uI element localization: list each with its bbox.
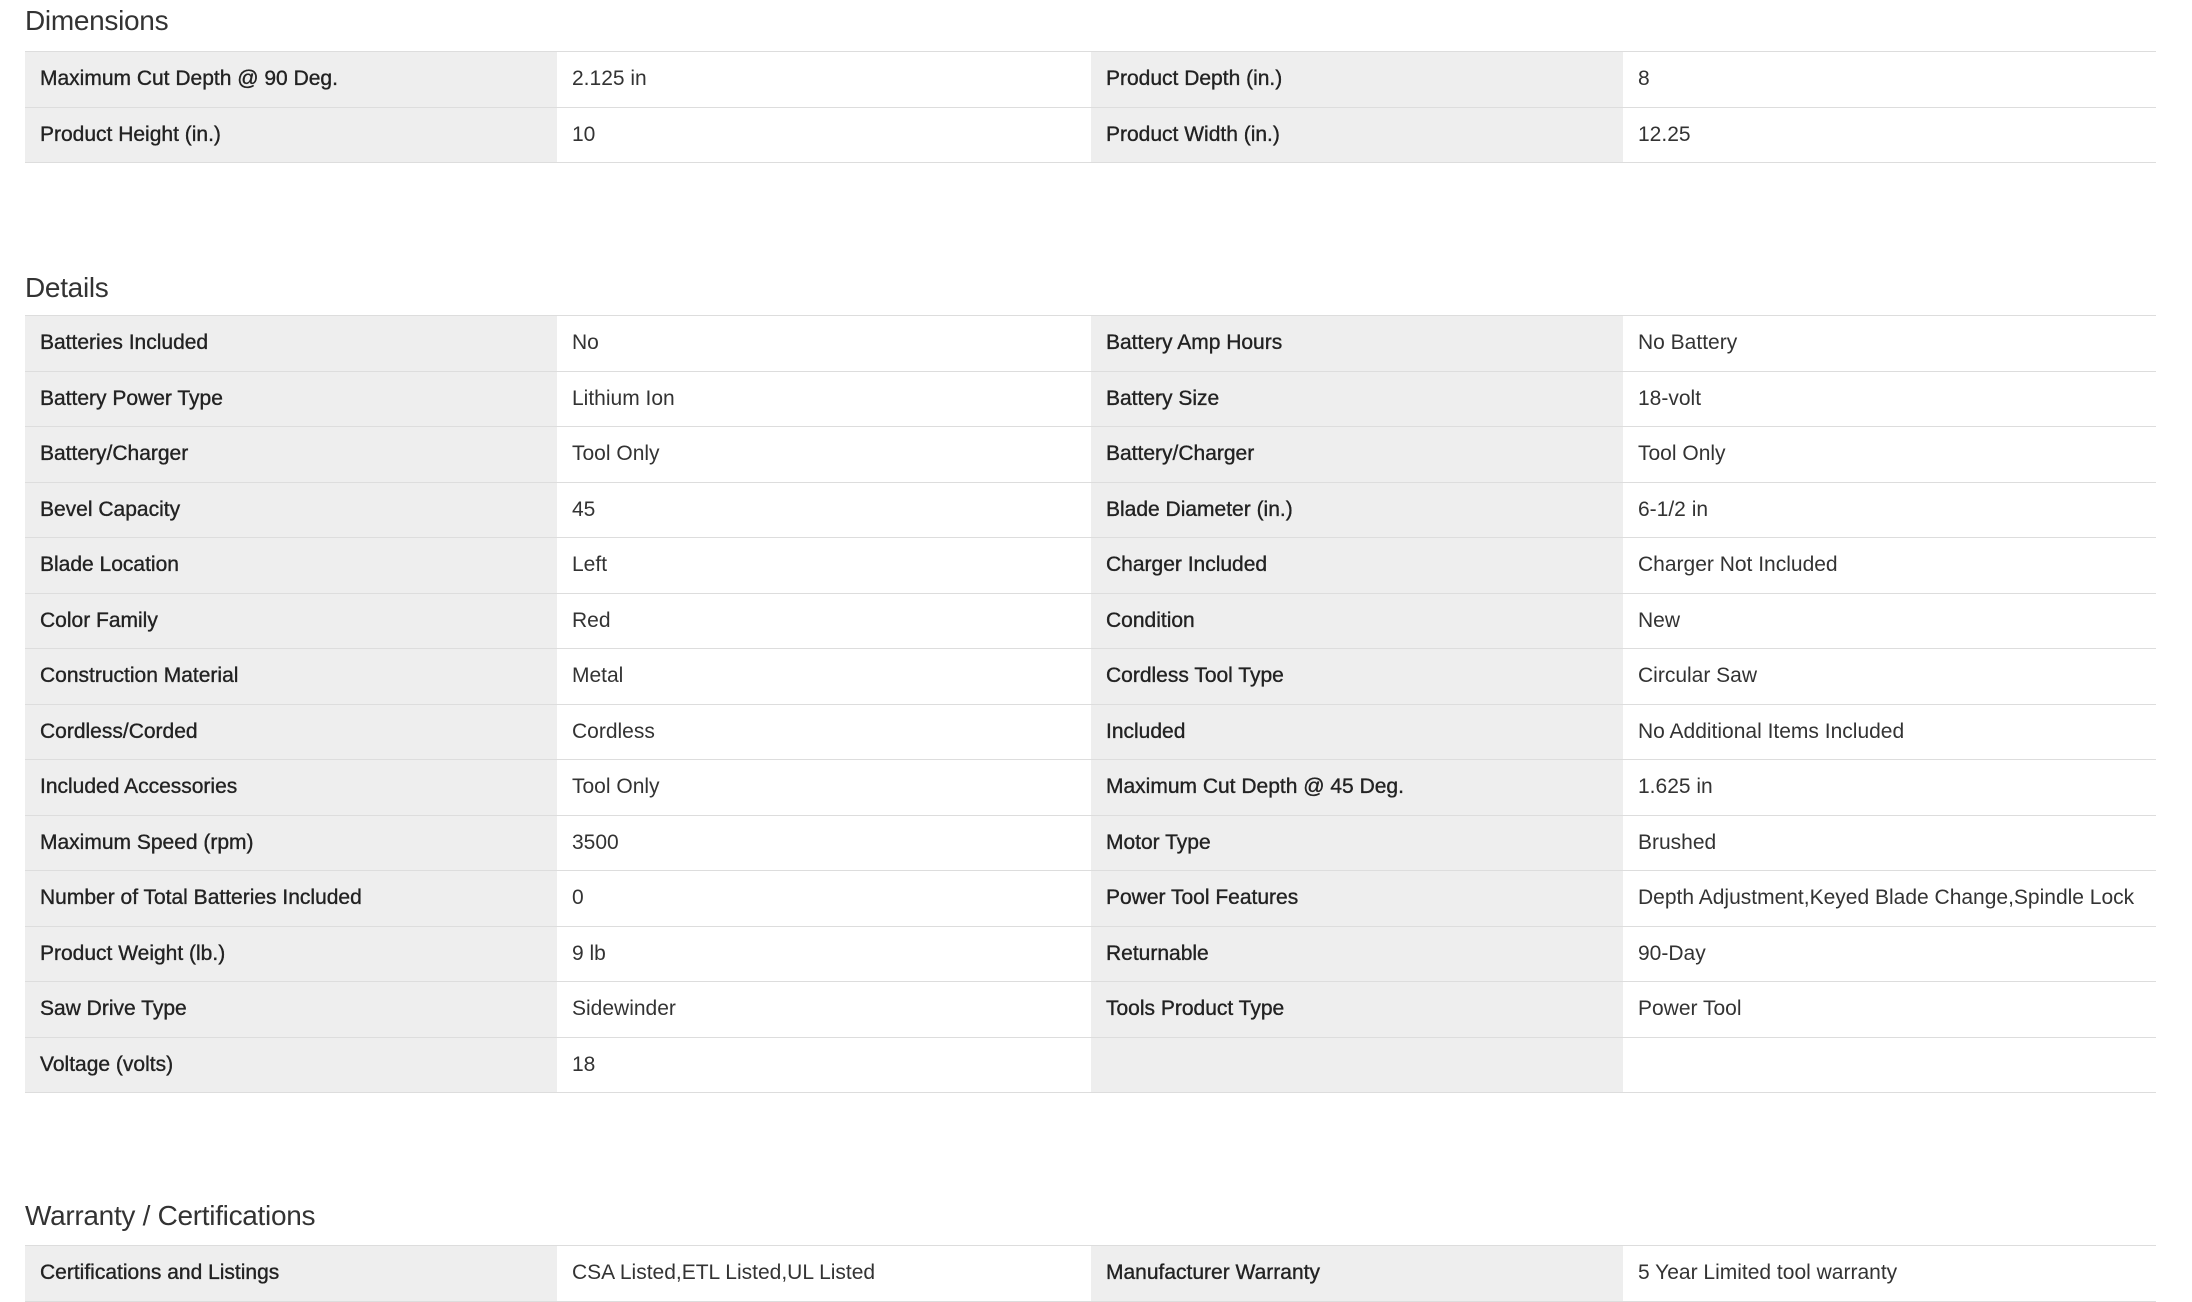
spec-value: Metal bbox=[557, 649, 1091, 705]
section-spacer bbox=[25, 163, 2156, 266]
section-title: Warranty / Certifications bbox=[25, 1200, 316, 1231]
spec-value: No Battery bbox=[1623, 316, 2156, 372]
dimensions-section bbox=[25, 0, 2156, 163]
spec-label: Blade Location bbox=[25, 538, 557, 594]
spec-row bbox=[25, 760, 2156, 816]
spec-value: Circular Saw bbox=[1623, 649, 2156, 705]
spec-label: Included Accessories bbox=[25, 760, 557, 816]
spec-value: Tool Only bbox=[557, 427, 1091, 483]
spec-label: Maximum Cut Depth @ 45 Deg. bbox=[1091, 760, 1623, 816]
spec-value: Lithium Ion bbox=[557, 371, 1091, 427]
spec-value: 12.25 bbox=[1623, 107, 2156, 163]
spec-label: Battery Amp Hours bbox=[1091, 316, 1623, 372]
spec-row bbox=[25, 815, 2156, 871]
spec-label: Tools Product Type bbox=[1091, 982, 1623, 1038]
spec-label: Motor Type bbox=[1091, 815, 1623, 871]
section-title: Details bbox=[25, 272, 109, 303]
spec-value: Left bbox=[557, 538, 1091, 594]
spec-value: 18 bbox=[557, 1037, 1091, 1093]
spec-value: No bbox=[557, 316, 1091, 372]
spec-value: 6-1/2 in bbox=[1623, 482, 2156, 538]
spec-value: 2.125 in bbox=[557, 52, 1091, 108]
spec-value: New bbox=[1623, 593, 2156, 649]
spec-label: Battery Power Type bbox=[25, 371, 557, 427]
spec-label: Product Height (in.) bbox=[25, 107, 557, 163]
spec-value: 10 bbox=[557, 107, 1091, 163]
spec-value: 3500 bbox=[557, 815, 1091, 871]
section-title: Dimensions bbox=[25, 5, 169, 36]
spec-row bbox=[25, 704, 2156, 760]
spec-row bbox=[25, 871, 2156, 927]
spec-label: Bevel Capacity bbox=[25, 482, 557, 538]
section-spacer bbox=[25, 1093, 2156, 1194]
spec-value: 18-volt bbox=[1623, 371, 2156, 427]
spec-label: Product Weight (lb.) bbox=[25, 926, 557, 982]
spec-label: Certifications and Listings bbox=[25, 1246, 557, 1302]
spec-label: Returnable bbox=[1091, 926, 1623, 982]
spec-label: Cordless/Corded bbox=[25, 704, 557, 760]
spec-label: Construction Material bbox=[25, 649, 557, 705]
spec-value: 9 lb bbox=[557, 926, 1091, 982]
spec-label: Battery Size bbox=[1091, 371, 1623, 427]
spec-row bbox=[25, 316, 2156, 372]
spec-value: Charger Not Included bbox=[1623, 538, 2156, 594]
dimensions-table bbox=[25, 51, 2156, 163]
spec-value: Brushed bbox=[1623, 815, 2156, 871]
spec-row bbox=[25, 649, 2156, 705]
spec-value: 5 Year Limited tool warranty bbox=[1623, 1246, 2156, 1302]
warranty-section bbox=[25, 1194, 2156, 1302]
spec-value: 0 bbox=[557, 871, 1091, 927]
spec-row bbox=[25, 926, 2156, 982]
spec-value: Cordless bbox=[557, 704, 1091, 760]
spec-label: Battery/Charger bbox=[1091, 427, 1623, 483]
spec-row bbox=[25, 107, 2156, 163]
spec-row bbox=[25, 1037, 2156, 1093]
spec-label: Batteries Included bbox=[25, 316, 557, 372]
spec-value: Power Tool bbox=[1623, 982, 2156, 1038]
spec-row bbox=[25, 482, 2156, 538]
spec-value: Depth Adjustment,Keyed Blade Change,Spindle Lock bbox=[1623, 871, 2156, 927]
spec-label: Charger Included bbox=[1091, 538, 1623, 594]
spec-label: Color Family bbox=[25, 593, 557, 649]
spec-row bbox=[25, 52, 2156, 108]
spec-value: 8 bbox=[1623, 52, 2156, 108]
spec-label: Voltage (volts) bbox=[25, 1037, 557, 1093]
spec-label: Saw Drive Type bbox=[25, 982, 557, 1038]
spec-label: Condition bbox=[1091, 593, 1623, 649]
spec-value: 90-Day bbox=[1623, 926, 2156, 982]
spec-label: Maximum Speed (rpm) bbox=[25, 815, 557, 871]
spec-value: CSA Listed,ETL Listed,UL Listed bbox=[557, 1246, 1091, 1302]
spec-label: Manufacturer Warranty bbox=[1091, 1246, 1623, 1302]
spec-row bbox=[25, 371, 2156, 427]
spec-value: Tool Only bbox=[557, 760, 1091, 816]
details-table bbox=[25, 315, 2156, 1093]
spec-label: Product Depth (in.) bbox=[1091, 52, 1623, 108]
spec-label: Maximum Cut Depth @ 90 Deg. bbox=[25, 52, 557, 108]
spec-label: Battery/Charger bbox=[25, 427, 557, 483]
spec-value: 1.625 in bbox=[1623, 760, 2156, 816]
spec-label: Product Width (in.) bbox=[1091, 107, 1623, 163]
spec-label: Number of Total Batteries Included bbox=[25, 871, 557, 927]
spec-value: 45 bbox=[557, 482, 1091, 538]
spec-row bbox=[25, 593, 2156, 649]
warranty-table bbox=[25, 1245, 2156, 1302]
spec-label: Included bbox=[1091, 704, 1623, 760]
spec-label: Cordless Tool Type bbox=[1091, 649, 1623, 705]
spec-label: Power Tool Features bbox=[1091, 871, 1623, 927]
spec-label bbox=[1091, 1037, 1623, 1093]
spec-value: Sidewinder bbox=[557, 982, 1091, 1038]
spec-value bbox=[1623, 1037, 2156, 1093]
spec-label: Blade Diameter (in.) bbox=[1091, 482, 1623, 538]
spec-value: No Additional Items Included bbox=[1623, 704, 2156, 760]
spec-value: Tool Only bbox=[1623, 427, 2156, 483]
spec-row bbox=[25, 1246, 2156, 1302]
spec-row bbox=[25, 427, 2156, 483]
details-section bbox=[25, 266, 2156, 1093]
spec-row bbox=[25, 982, 2156, 1038]
spec-value: Red bbox=[557, 593, 1091, 649]
spec-row bbox=[25, 538, 2156, 594]
